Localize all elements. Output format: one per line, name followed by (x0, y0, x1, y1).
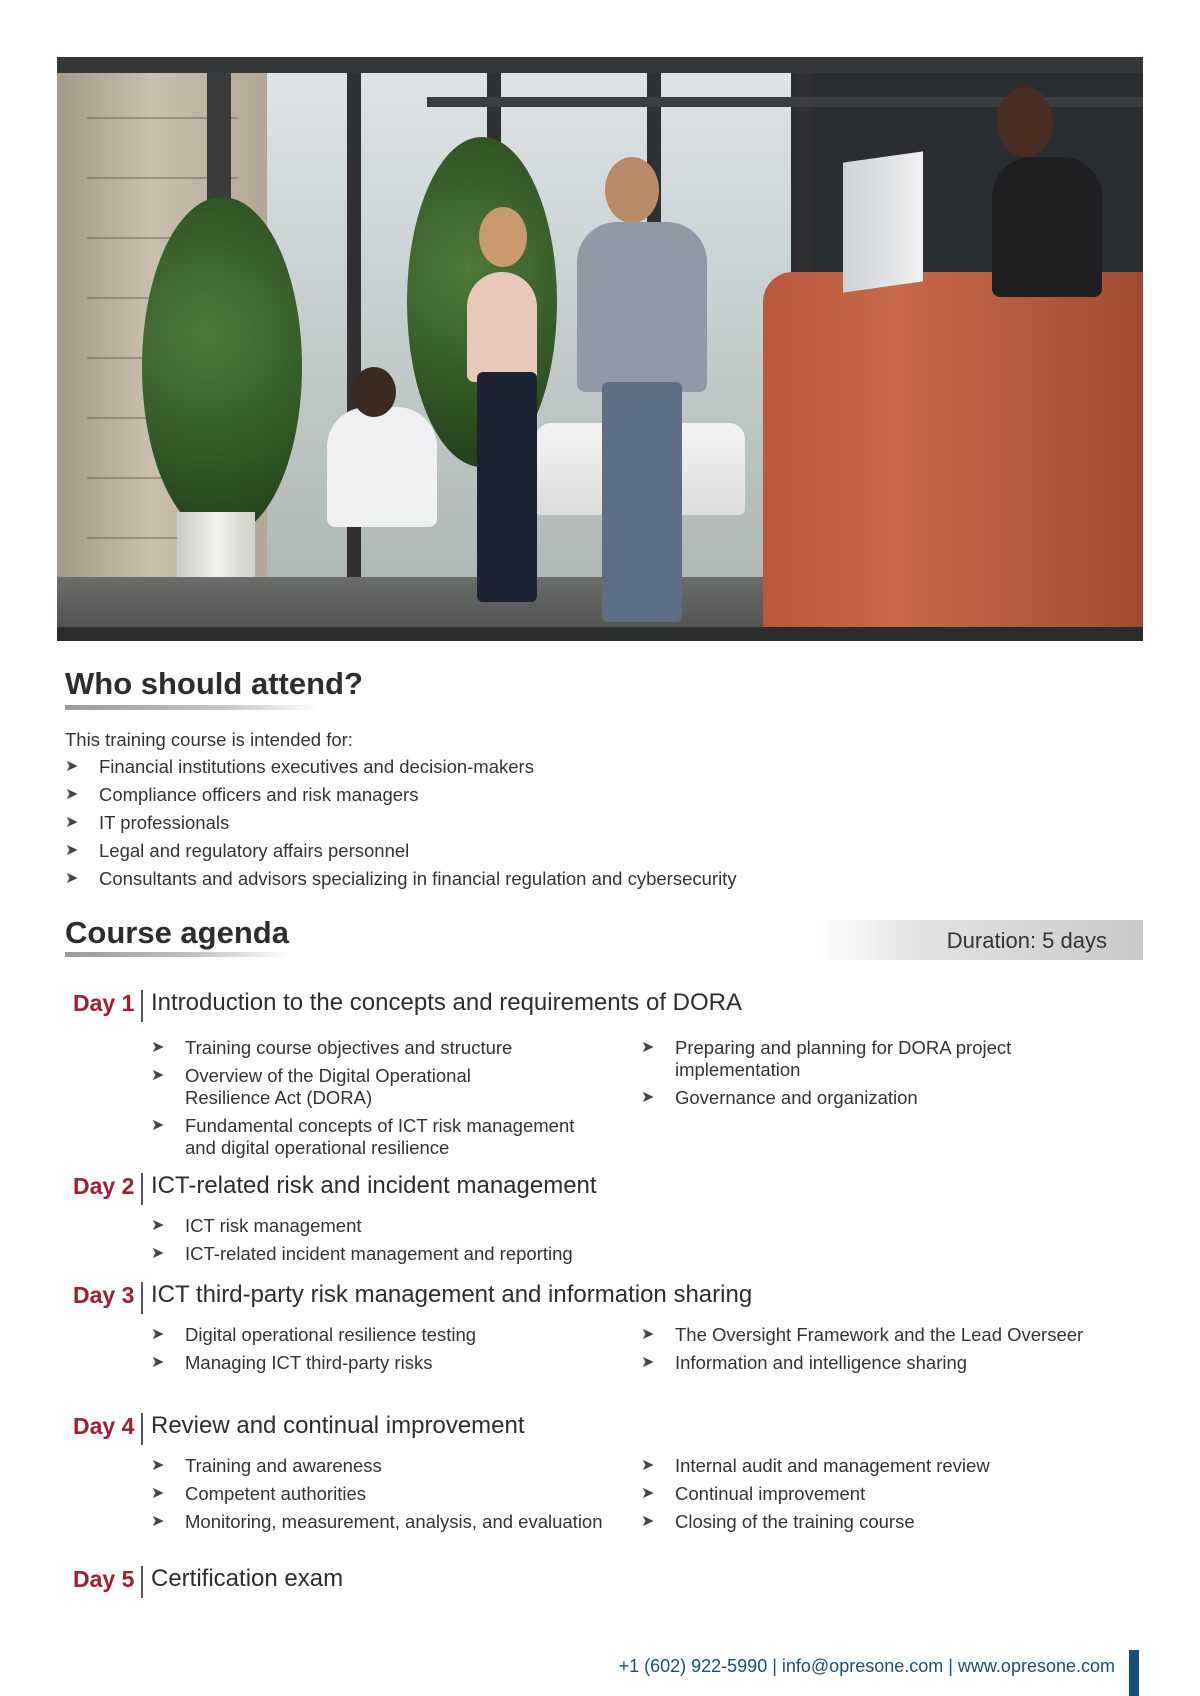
duration-text: Duration: 5 days (946, 928, 1107, 953)
chevron-right-icon: ➤ (151, 1067, 165, 1084)
chevron-right-icon: ➤ (151, 1485, 165, 1502)
footer-accent-bar (1129, 1650, 1139, 1696)
chevron-right-icon: ➤ (151, 1513, 165, 1530)
list-item: ➤ Fundamental concepts of ICT risk management and digital operational resilience (151, 1115, 575, 1158)
day-title: Review and continual improvement (151, 1412, 525, 1439)
chevron-right-icon: ➤ (151, 1039, 165, 1056)
day-title: Introduction to the concepts and requirements of DORA (151, 989, 742, 1016)
hero-person-woman (467, 272, 537, 382)
duration-badge (820, 920, 1143, 960)
hero-photo (57, 57, 1143, 641)
list-item: ➤ Overview of the Digital Operational Resilience Act (DORA) (151, 1065, 471, 1108)
hero-person-seated (327, 407, 437, 527)
agenda-heading-underline (65, 952, 290, 957)
chevron-right-icon: ➤ (65, 842, 79, 859)
list-item: ➤ Competent authorities (151, 1483, 366, 1504)
hero-plant (142, 197, 302, 537)
chevron-right-icon: ➤ (65, 786, 79, 803)
chevron-right-icon: ➤ (151, 1326, 165, 1343)
attend-intro: This training course is intended for: (65, 729, 353, 750)
day-label: Day 1 (73, 990, 135, 1016)
list-item: ➤ Managing ICT third-party risks (151, 1352, 433, 1373)
day-separator (141, 1566, 143, 1598)
chevron-right-icon: ➤ (151, 1457, 165, 1474)
hero-person-man (577, 222, 707, 392)
day-4-left-list (151, 1455, 621, 1533)
chevron-right-icon: ➤ (641, 1457, 655, 1474)
hero-reception-desk (763, 272, 1143, 629)
chevron-right-icon: ➤ (641, 1089, 655, 1106)
chevron-right-icon: ➤ (641, 1326, 655, 1343)
list-item: ➤ Continual improvement (641, 1483, 866, 1504)
day-label: Day 3 (73, 1282, 135, 1308)
list-item: ➤ Governance and organization (641, 1087, 918, 1108)
day-3-left-list (151, 1324, 601, 1374)
hero-plant-pot (177, 512, 255, 587)
attend-heading: Who should attend? (65, 666, 363, 701)
chevron-right-icon: ➤ (641, 1513, 655, 1530)
day-3-right-list (641, 1324, 1111, 1374)
hero-monitor (843, 151, 923, 292)
day-2-left-list (151, 1215, 601, 1265)
list-item: ➤ Digital operational resilience testing (151, 1324, 477, 1345)
day-title: Certification exam (151, 1565, 344, 1592)
chevron-right-icon: ➤ (151, 1245, 165, 1262)
day-separator (141, 1282, 143, 1314)
list-item: ➤ Closing of the training course (641, 1511, 915, 1532)
list-item: ➤ ICT risk management (151, 1215, 362, 1236)
list-item: ➤ Legal and regulatory affairs personnel (65, 840, 410, 861)
day-title: ICT third-party risk management and information sharing (151, 1281, 753, 1308)
hero-person-receptionist (992, 157, 1102, 297)
agenda-heading: Course agenda (65, 915, 289, 950)
list-item: ➤ Internal audit and management review (641, 1455, 990, 1476)
chevron-right-icon: ➤ (65, 758, 79, 775)
list-item: ➤ Preparing and planning for DORA project implementation (641, 1037, 1012, 1080)
chevron-right-icon: ➤ (151, 1354, 165, 1371)
footer-contact[interactable]: +1 (602) 922-5990 | info@opresone.com | www.opresone.com (618, 1656, 1115, 1676)
list-item: ➤ The Oversight Framework and the Lead Overseer (641, 1324, 1084, 1345)
attend-heading-underline (65, 705, 320, 710)
day-label: Day 2 (73, 1173, 135, 1199)
list-item: ➤ Monitoring, measurement, analysis, and evaluation (151, 1511, 603, 1532)
list-item: ➤ IT professionals (65, 812, 230, 833)
day-label: Day 4 (73, 1413, 135, 1439)
attend-list (65, 756, 965, 890)
day-4-right-list (641, 1455, 1111, 1533)
chevron-right-icon: ➤ (65, 870, 79, 887)
day-title: ICT-related risk and incident management (151, 1172, 597, 1199)
list-item: ➤ Financial institutions executives and decision-makers (65, 756, 534, 777)
day-separator (141, 990, 143, 1022)
chevron-right-icon: ➤ (641, 1039, 655, 1056)
list-item: ➤ Training course objectives and structure (151, 1037, 513, 1058)
chevron-right-icon: ➤ (65, 814, 79, 831)
list-item: ➤ Information and intelligence sharing (641, 1352, 968, 1373)
chevron-right-icon: ➤ (641, 1354, 655, 1371)
day-separator (141, 1413, 143, 1445)
chevron-right-icon: ➤ (641, 1485, 655, 1502)
chevron-right-icon: ➤ (151, 1217, 165, 1234)
day-separator (141, 1173, 143, 1205)
list-item: ➤ Compliance officers and risk managers (65, 784, 419, 805)
list-item: ➤ Training and awareness (151, 1455, 382, 1476)
day-1-left-list (151, 1037, 601, 1159)
list-item: ➤ ICT-related incident management and reporting (151, 1243, 573, 1264)
chevron-right-icon: ➤ (151, 1117, 165, 1134)
day-label: Day 5 (73, 1566, 135, 1592)
list-item: ➤ Consultants and advisors specializing in financial regulation and cybersecurity (65, 868, 737, 889)
day-1-right-list (641, 1037, 1041, 1109)
